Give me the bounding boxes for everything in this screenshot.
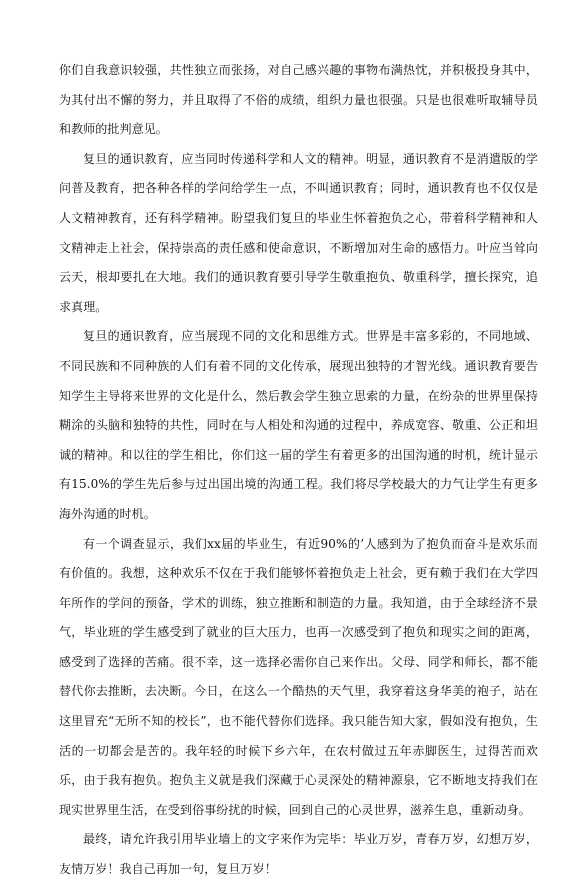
paragraph-3: 复旦的通识教育，应当展现不同的文化和思维方式。世界是丰富多彩的，不同地域、不同民族和不同种族的人们有着不同的文化传承，展现出独特的才智光线。通识教育要告知学生主导将来世界的文化是什么，然后教会学生独立思索的力量，在纷杂的世界里保持糊涂的头脑和独特的共性，同时在与人相处和沟通的过程中，养成宽容、敬重、公正和坦诚的精神。和以往的学生相比，你们这一届的学生有着更多的出国沟通的时机，统计显示有15.0%的学生先后参与过出国出境的沟通工程。我们将尽学校最大的力气让学生有更多海外沟通的时机。 xyxy=(59,329,538,521)
paragraph-2: 复旦的通识教育，应当同时传递科学和人文的精神。明显，通识教育不是消遣版的学问普及教育，把各种各样的学问给学生一点，不叫通识教育；同时，通识教育也不仅仅是人文精神教育，还有科学精神。盼望我们复旦的毕业生怀着抱负之心，带着科学精神和人文精神走上社会，保持崇高的责任感和使命意识，不断增加对生命的感悟力。叶应当耸向云天，根却要扎在大地。我们的通识教育要引导学生敬重抱负、敬重科学，擅长探究，追求真理。 xyxy=(59,151,538,314)
paragraph-5: 最终，请允许我引用毕业墙上的文字来作为完毕：毕业万岁，青春万岁，幻想万岁，友情万岁！我自己再加一句，复旦万岁！ xyxy=(59,832,538,877)
paragraph-1: 你们自我意识较强，共性独立而张扬，对自己感兴趣的事物布满热忱，并积极投身其中，为其付出不懈的努力，并且取得了不俗的成绩，组织力量也很强。只是也很难听取辅导员和教师的批判意见。 xyxy=(59,63,538,137)
paragraph-4: 有一个调查显示，我们xx届的毕业生，有近90%的’人感到为了抱负而奋斗是欢乐而有价值的。我想，这种欢乐不仅在于我们能够怀着抱负走上社会，更有赖于我们在大学四年所作的学问的预备，学术的训练，独立推断和制造的力量。我知道，由于全球经济不景气，毕业班的学生感受到了就业的巨大压力，也再一次感受到了抱负和现实之间的距离，感受到了选择的苦痛。很不幸，这一选择必需你自己来作出。父母、同学和师长，都不能替代你去推断，去决断。今日，在这么一个酷热的天气里，我穿着这身华美的袍子，站在这里冒充“无所不知的校长”，也不能代替你们选择。我只能告知大家，假如没有抱负，生活的一切都会是苦的。我年轻的时候下乡六年，在农村做过五年赤脚医生，过得苦而欢乐，由于我有抱负。抱负主义就是我们深藏于心灵深处的精神源泉，它不断地支持我们在现实世界里生活，在受到俗事纷扰的时候，回到自己的心灵世界，滋养生息，重新动身。 xyxy=(59,536,538,817)
